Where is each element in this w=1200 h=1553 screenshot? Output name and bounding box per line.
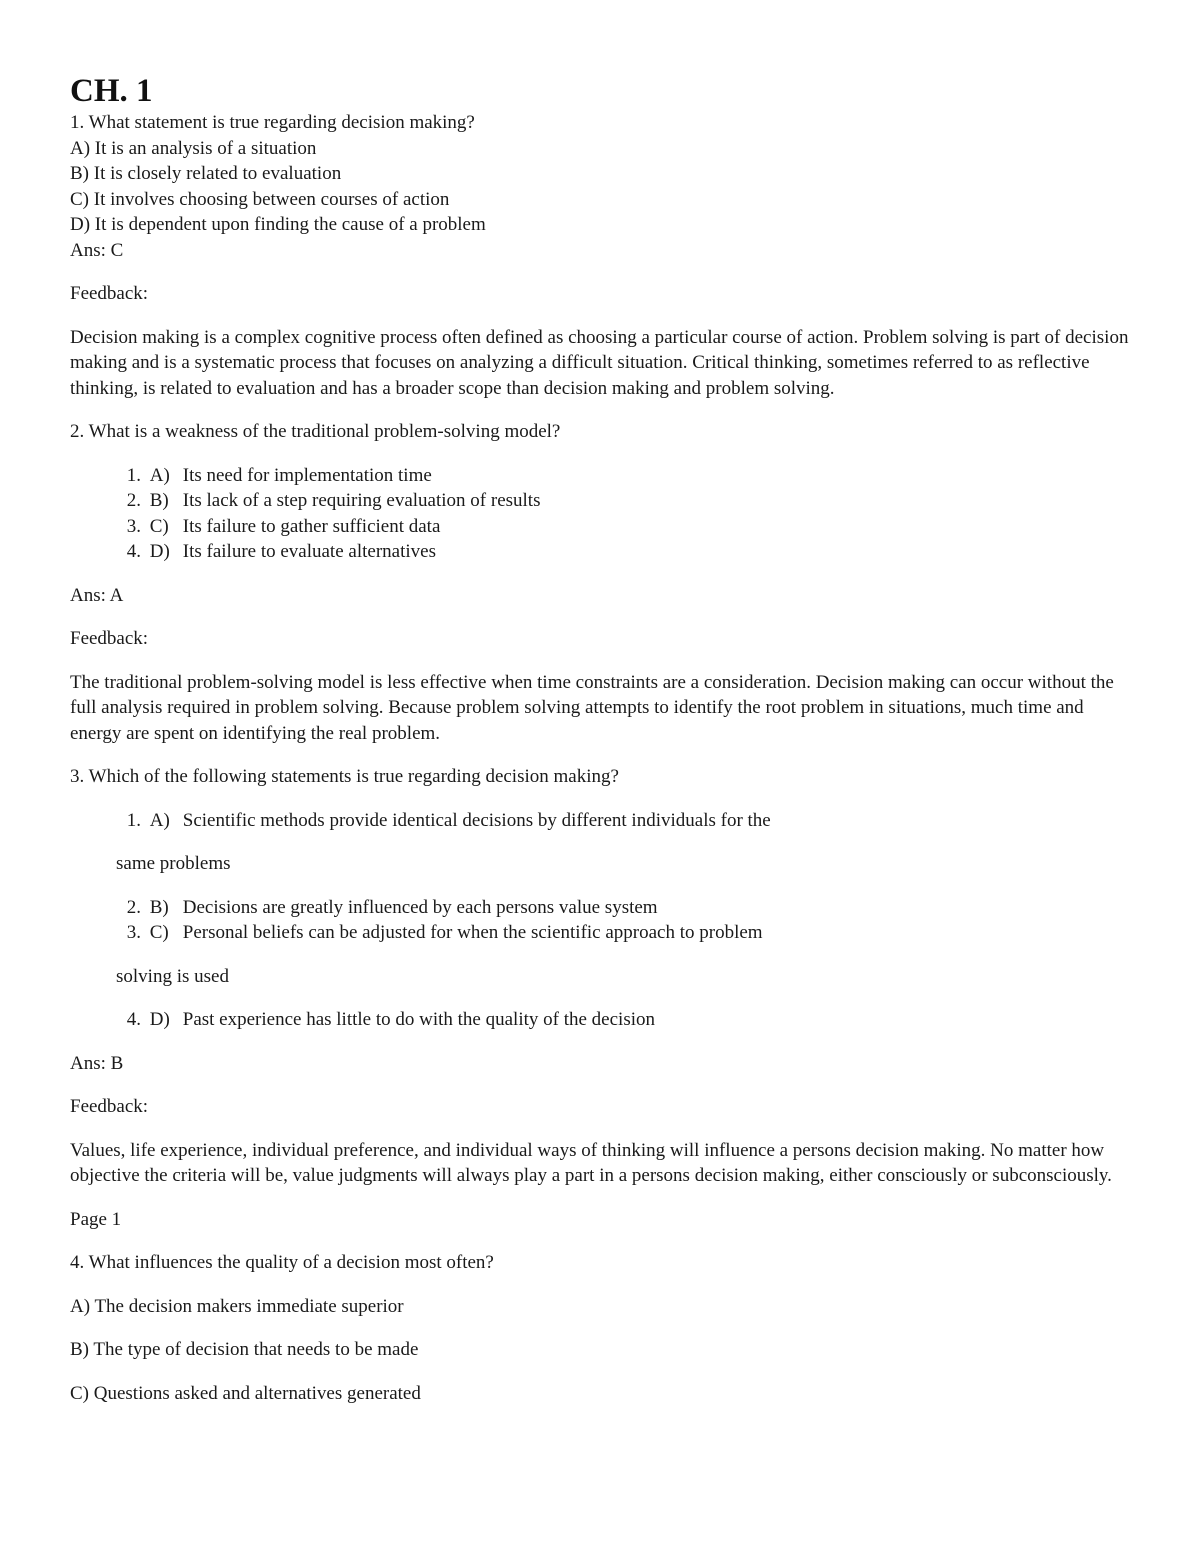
question-4-option-c: C) Questions asked and alternatives generated	[70, 1382, 421, 1404]
question-2-options	[70, 463, 1130, 565]
page-number: Page 1	[70, 1208, 122, 1230]
question-3-option-c-continuation: solving is used	[116, 965, 229, 987]
question-2-option-b: 2. B) Its lack of a step requiring evaluation of results	[126, 490, 541, 511]
question-1-feedback-label: Feedback:	[70, 283, 149, 304]
question-3-option-c: 3. C) Personal beliefs can be adjusted for when the scientific approach to problem	[126, 922, 763, 943]
question-2-feedback-label: Feedback:	[70, 628, 149, 649]
question-3-options-bc	[70, 895, 1130, 946]
question-3-feedback: Values, life experience, individual preference, and individual ways of thinking will influence a persons decision making. No matter how objective the criteria will be, value judgments will always play a part in a persons decision making, either consciously or subconsciously.	[70, 1139, 1112, 1186]
question-3-options-d	[70, 1007, 1130, 1033]
question-1-option-b: B) It is closely related to evaluation	[70, 163, 342, 184]
question-3-option-a-continuation: same problems	[116, 853, 231, 874]
question-3-option-b: 2. B) Decisions are greatly influenced by each persons value system	[126, 896, 658, 918]
question-1-feedback: Decision making is a complex cognitive process often defined as choosing a particular course of action. Problem solving is part of decision making and is a systematic process that focuses on analyzing a difficult situation. Critical thinking, sometimes referred to as reflective thinking, is related to evaluation and has a broader scope than decision making and problem solving.	[70, 326, 1129, 399]
question-1	[70, 110, 1130, 401]
question-1-option-a: A) It is an analysis of a situation	[70, 137, 317, 159]
question-1-option-c: C) It involves choosing between courses of action	[70, 188, 450, 210]
question-1-answer: Ans: C	[70, 239, 124, 261]
question-4-option-b: B) The type of decision that needs to be made	[70, 1339, 419, 1360]
question-4-text: 4. What influences the quality of a decision most often?	[70, 1252, 494, 1273]
question-3-options-a	[70, 808, 1130, 834]
question-2-feedback: The traditional problem-solving model is less effective when time constraints are a consideration. Decision making can occur without the full analysis required in problem solving. Because problem solving attempts to identify the root problem in situations, much time and energy are spent on identifying the real problem.	[70, 671, 1114, 744]
question-3-feedback-label: Feedback:	[70, 1096, 149, 1117]
question-1-option-d: D) It is dependent upon finding the cause of a problem	[70, 214, 486, 235]
question-3-option-a: 1. A) Scientific methods provide identical decisions by different individuals for the	[126, 809, 771, 831]
question-2-answer: Ans: A	[70, 584, 124, 606]
question-3-answer: Ans: B	[70, 1052, 124, 1074]
chapter-title: CH. 1	[70, 73, 153, 109]
question-2-option-a: 1. A) Its need for implementation time	[126, 464, 432, 486]
question-2-text: 2. What is a weakness of the traditional problem-solving model?	[70, 421, 561, 442]
question-2-option-d: 4. D) Its failure to evaluate alternatives	[126, 541, 436, 562]
question-1-text: 1. What statement is true regarding decision making?	[70, 112, 475, 133]
question-3-option-d: 4. D) Past experience has little to do with the quality of the decision	[126, 1009, 655, 1030]
question-4-option-a: A) The decision makers immediate superior	[70, 1295, 404, 1317]
question-4	[70, 1250, 1130, 1406]
question-2-option-c: 3. C) Its failure to gather sufficient data	[126, 515, 441, 537]
question-3-text: 3. Which of the following statements is true regarding decision making?	[70, 766, 619, 787]
question-3	[70, 764, 1130, 1189]
question-2	[70, 419, 1130, 746]
